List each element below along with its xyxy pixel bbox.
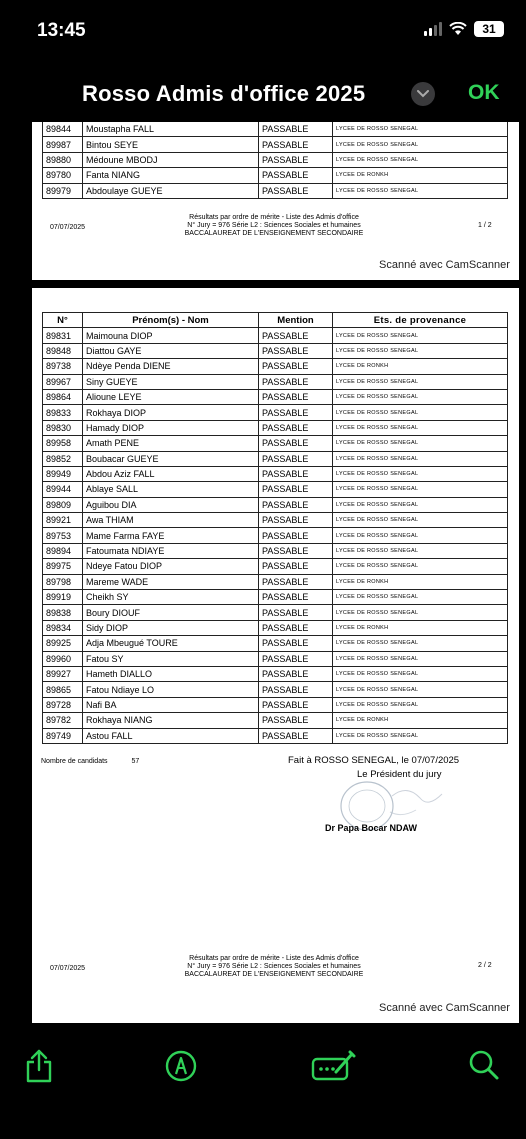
footer-page-number: 1 / 2 [478, 222, 492, 229]
row-name: Médoune MBODJ [83, 152, 259, 167]
row-number: 89925 [43, 636, 83, 651]
table-row [43, 122, 508, 137]
row-number: 89979 [43, 183, 83, 198]
status-time: 13:45 [37, 20, 86, 41]
table-row [43, 666, 508, 681]
row-school: LYCEE DE ROSSO SENEGAL [333, 728, 508, 743]
table-row [43, 420, 508, 435]
row-mention: PASSABLE [259, 682, 333, 697]
search-icon[interactable] [468, 1049, 500, 1081]
row-mention: PASSABLE [259, 497, 333, 512]
table-row [43, 682, 508, 697]
row-number: 89987 [43, 137, 83, 152]
table-row [43, 651, 508, 666]
row-name: Astou FALL [83, 728, 259, 743]
row-number: 89749 [43, 728, 83, 743]
table-row [43, 728, 508, 743]
row-name: Moustapha FALL [83, 122, 259, 137]
markup-icon[interactable] [165, 1050, 197, 1082]
row-name: Boubacar GUEYE [83, 451, 259, 466]
table-row [43, 152, 508, 167]
table-row [43, 436, 508, 451]
row-number: 89831 [43, 328, 83, 343]
row-number: 89848 [43, 343, 83, 358]
row-school: LYCEE DE ROSSO SENEGAL [333, 482, 508, 497]
table-row [43, 543, 508, 558]
row-number: 89798 [43, 574, 83, 589]
column-header: N° [43, 313, 83, 328]
title-menu-button[interactable] [411, 82, 435, 106]
results-table-page-2 [42, 312, 508, 744]
row-school: LYCEE DE ROSSO SENEGAL [333, 405, 508, 420]
share-icon[interactable] [24, 1048, 54, 1084]
table-row [43, 497, 508, 512]
row-name: Siny GUEYE [83, 374, 259, 389]
row-number: 89728 [43, 697, 83, 712]
row-mention: PASSABLE [259, 405, 333, 420]
footer-date: 07/07/2025 [50, 224, 86, 231]
row-name: Abdoulaye GUEYE [83, 183, 259, 198]
row-mention: PASSABLE [259, 389, 333, 404]
footer-line-3: BACCALAUREAT DE L'ENSEIGNEMENT SECONDAIRE [184, 230, 364, 237]
table-row [43, 466, 508, 481]
row-number: 89782 [43, 713, 83, 728]
row-number: 89944 [43, 482, 83, 497]
table-row [43, 137, 508, 152]
row-mention: PASSABLE [259, 420, 333, 435]
table-row [43, 528, 508, 543]
row-number: 89864 [43, 389, 83, 404]
table-row [43, 343, 508, 358]
footer-page-number: 2 / 2 [478, 962, 492, 969]
row-name: Ndeye Fatou DIOP [83, 559, 259, 574]
candidate-count-label: Nombre de candidats [41, 758, 108, 765]
row-name: Aguibou DIA [83, 497, 259, 512]
row-number: 89830 [43, 420, 83, 435]
camscanner-watermark: Scanné avec CamScanner [379, 1002, 510, 1014]
row-mention: PASSABLE [259, 590, 333, 605]
footer-caption [144, 955, 404, 979]
row-name: Diattou GAYE [83, 343, 259, 358]
row-school: LYCEE DE ROSSO SENEGAL [333, 152, 508, 167]
row-number: 89921 [43, 513, 83, 528]
status-icons [424, 21, 504, 37]
row-mention: PASSABLE [259, 168, 333, 183]
row-number: 89809 [43, 497, 83, 512]
column-header: Prénom(s) - Nom [83, 313, 259, 328]
row-school: LYCEE DE ROSSO SENEGAL [333, 651, 508, 666]
row-school: LYCEE DE ROSSO SENEGAL [333, 343, 508, 358]
column-header: Mention [259, 313, 333, 328]
table-row [43, 168, 508, 183]
row-number: 89927 [43, 666, 83, 681]
row-school: LYCEE DE ROSSO SENEGAL [333, 590, 508, 605]
row-school: LYCEE DE ROSSO SENEGAL [333, 436, 508, 451]
row-mention: PASSABLE [259, 728, 333, 743]
row-school: LYCEE DE ROSSO SENEGAL [333, 666, 508, 681]
footer-line-1: Résultats par ordre de mérite - Liste des Admis d'office [189, 955, 359, 962]
row-number: 89844 [43, 122, 83, 137]
row-school: LYCEE DE ROSSO SENEGAL [333, 697, 508, 712]
row-number: 89975 [43, 559, 83, 574]
table-row [43, 513, 508, 528]
row-mention: PASSABLE [259, 482, 333, 497]
row-mention: PASSABLE [259, 343, 333, 358]
row-number: 89960 [43, 651, 83, 666]
wifi-icon [449, 22, 467, 36]
row-name: Alioune LEYE [83, 389, 259, 404]
table-row [43, 620, 508, 635]
row-name: Hameth DIALLO [83, 666, 259, 681]
row-name: Boury DIOUF [83, 605, 259, 620]
form-fill-icon[interactable] [310, 1048, 356, 1082]
row-number: 89967 [43, 374, 83, 389]
row-name: Ablaye SALL [83, 482, 259, 497]
row-number: 89738 [43, 359, 83, 374]
row-school: LYCEE DE RONKH [333, 168, 508, 183]
table-row [43, 605, 508, 620]
row-school: LYCEE DE ROSSO SENEGAL [333, 122, 508, 137]
row-mention: PASSABLE [259, 713, 333, 728]
row-number: 89958 [43, 436, 83, 451]
president-label: Le Président du jury [357, 769, 442, 780]
footer-date: 07/07/2025 [50, 965, 86, 972]
row-name: Cheikh SY [83, 590, 259, 605]
row-school: LYCEE DE ROSSO SENEGAL [333, 389, 508, 404]
row-name: Bintou SEYE [83, 137, 259, 152]
row-number: 89834 [43, 620, 83, 635]
row-name: Hamady DIOP [83, 420, 259, 435]
row-number: 89919 [43, 590, 83, 605]
row-school: LYCEE DE ROSSO SENEGAL [333, 605, 508, 620]
row-school: LYCEE DE ROSSO SENEGAL [333, 466, 508, 481]
table-row [43, 482, 508, 497]
table-row [43, 374, 508, 389]
row-mention: PASSABLE [259, 559, 333, 574]
row-school: LYCEE DE ROSSO SENEGAL [333, 513, 508, 528]
row-school: LYCEE DE ROSSO SENEGAL [333, 451, 508, 466]
row-mention: PASSABLE [259, 328, 333, 343]
table-row [43, 697, 508, 712]
results-table-page-1 [42, 122, 508, 199]
table-row [43, 574, 508, 589]
document-page-2 [32, 288, 519, 1023]
row-school: LYCEE DE RONKH [333, 713, 508, 728]
row-school: LYCEE DE ROSSO SENEGAL [333, 543, 508, 558]
footer-caption [144, 214, 404, 238]
row-school: LYCEE DE ROSSO SENEGAL [333, 374, 508, 389]
row-mention: PASSABLE [259, 651, 333, 666]
row-number: 89753 [43, 528, 83, 543]
row-name: Rokhaya NIANG [83, 713, 259, 728]
table-row [43, 559, 508, 574]
table-row [43, 451, 508, 466]
row-mention: PASSABLE [259, 605, 333, 620]
row-mention: PASSABLE [259, 359, 333, 374]
battery-indicator: 31 [474, 21, 504, 37]
row-name: Fatou Ndiaye LO [83, 682, 259, 697]
candidate-count [41, 758, 139, 765]
row-number: 89894 [43, 543, 83, 558]
camscanner-watermark: Scanné avec CamScanner [379, 259, 510, 271]
row-mention: PASSABLE [259, 620, 333, 635]
column-header: Ets. de provenance [333, 313, 508, 328]
document-title[interactable]: Rosso Admis d'office 2025 [82, 81, 366, 106]
row-mention: PASSABLE [259, 436, 333, 451]
row-number: 89833 [43, 405, 83, 420]
row-number: 89852 [43, 451, 83, 466]
row-name: Fanta NIANG [83, 168, 259, 183]
row-school: LYCEE DE RONKH [333, 359, 508, 374]
table-row [43, 359, 508, 374]
row-school: LYCEE DE RONKH [333, 620, 508, 635]
row-school: LYCEE DE ROSSO SENEGAL [333, 328, 508, 343]
row-name: Nafi BA [83, 697, 259, 712]
row-name: Mareme WADE [83, 574, 259, 589]
row-mention: PASSABLE [259, 122, 333, 137]
row-name: Fatou SY [83, 651, 259, 666]
row-school: LYCEE DE ROSSO SENEGAL [333, 137, 508, 152]
footer-line-2: N° Jury = 976 Série L2 : Sciences Sociales et humaines [187, 222, 361, 229]
table-row [43, 183, 508, 198]
table-row [43, 389, 508, 404]
table-row [43, 636, 508, 651]
table-row [43, 713, 508, 728]
row-mention: PASSABLE [259, 137, 333, 152]
table-row [43, 590, 508, 605]
place-date-line: Fait à ROSSO SENEGAL, le 07/07/2025 [288, 755, 460, 766]
footer-line-2: N° Jury = 976 Série L2 : Sciences Sociales et humaines [187, 963, 361, 970]
row-name: Sidy DIOP [83, 620, 259, 635]
row-mention: PASSABLE [259, 183, 333, 198]
row-name: Fatoumata NDIAYE [83, 543, 259, 558]
row-mention: PASSABLE [259, 636, 333, 651]
bottom-toolbar [0, 1030, 526, 1139]
row-name: Amath PENE [83, 436, 259, 451]
chevron-down-icon [417, 90, 429, 98]
row-name: Ndèye Penda DIENE [83, 359, 259, 374]
row-mention: PASSABLE [259, 543, 333, 558]
row-school: LYCEE DE ROSSO SENEGAL [333, 183, 508, 198]
row-mention: PASSABLE [259, 574, 333, 589]
row-name: Rokhaya DIOP [83, 405, 259, 420]
document-page-1 [32, 122, 519, 280]
row-school: LYCEE DE ROSSO SENEGAL [333, 636, 508, 651]
row-mention: PASSABLE [259, 374, 333, 389]
table-header-row [43, 313, 508, 328]
row-school: LYCEE DE ROSSO SENEGAL [333, 497, 508, 512]
row-school: LYCEE DE ROSSO SENEGAL [333, 420, 508, 435]
row-mention: PASSABLE [259, 513, 333, 528]
row-number: 89880 [43, 152, 83, 167]
row-name: Awa THIAM [83, 513, 259, 528]
row-mention: PASSABLE [259, 451, 333, 466]
table-row [43, 328, 508, 343]
nav-bar [0, 62, 526, 122]
row-name: Mame Farma FAYE [83, 528, 259, 543]
row-number: 89949 [43, 466, 83, 481]
signer-name: Dr Papa Bocar NDAW [325, 823, 418, 833]
row-name: Adja Mbeugué TOURE [83, 636, 259, 651]
row-number: 89838 [43, 605, 83, 620]
row-number: 89780 [43, 168, 83, 183]
row-mention: PASSABLE [259, 466, 333, 481]
row-mention: PASSABLE [259, 152, 333, 167]
signal-icon [424, 22, 442, 36]
row-number: 89865 [43, 682, 83, 697]
ok-button[interactable]: OK [468, 81, 500, 104]
row-school: LYCEE DE ROSSO SENEGAL [333, 559, 508, 574]
row-mention: PASSABLE [259, 697, 333, 712]
row-mention: PASSABLE [259, 666, 333, 681]
status-bar [0, 0, 526, 62]
row-school: LYCEE DE RONKH [333, 574, 508, 589]
candidate-count-value: 57 [131, 758, 140, 765]
footer-line-1: Résultats par ordre de mérite - Liste des Admis d'office [189, 214, 359, 221]
row-mention: PASSABLE [259, 528, 333, 543]
table-row [43, 405, 508, 420]
row-name: Abdou Aziz FALL [83, 466, 259, 481]
footer-line-3: BACCALAUREAT DE L'ENSEIGNEMENT SECONDAIRE [184, 971, 364, 978]
row-school: LYCEE DE ROSSO SENEGAL [333, 528, 508, 543]
row-school: LYCEE DE ROSSO SENEGAL [333, 682, 508, 697]
row-name: Maimouna DIOP [83, 328, 259, 343]
